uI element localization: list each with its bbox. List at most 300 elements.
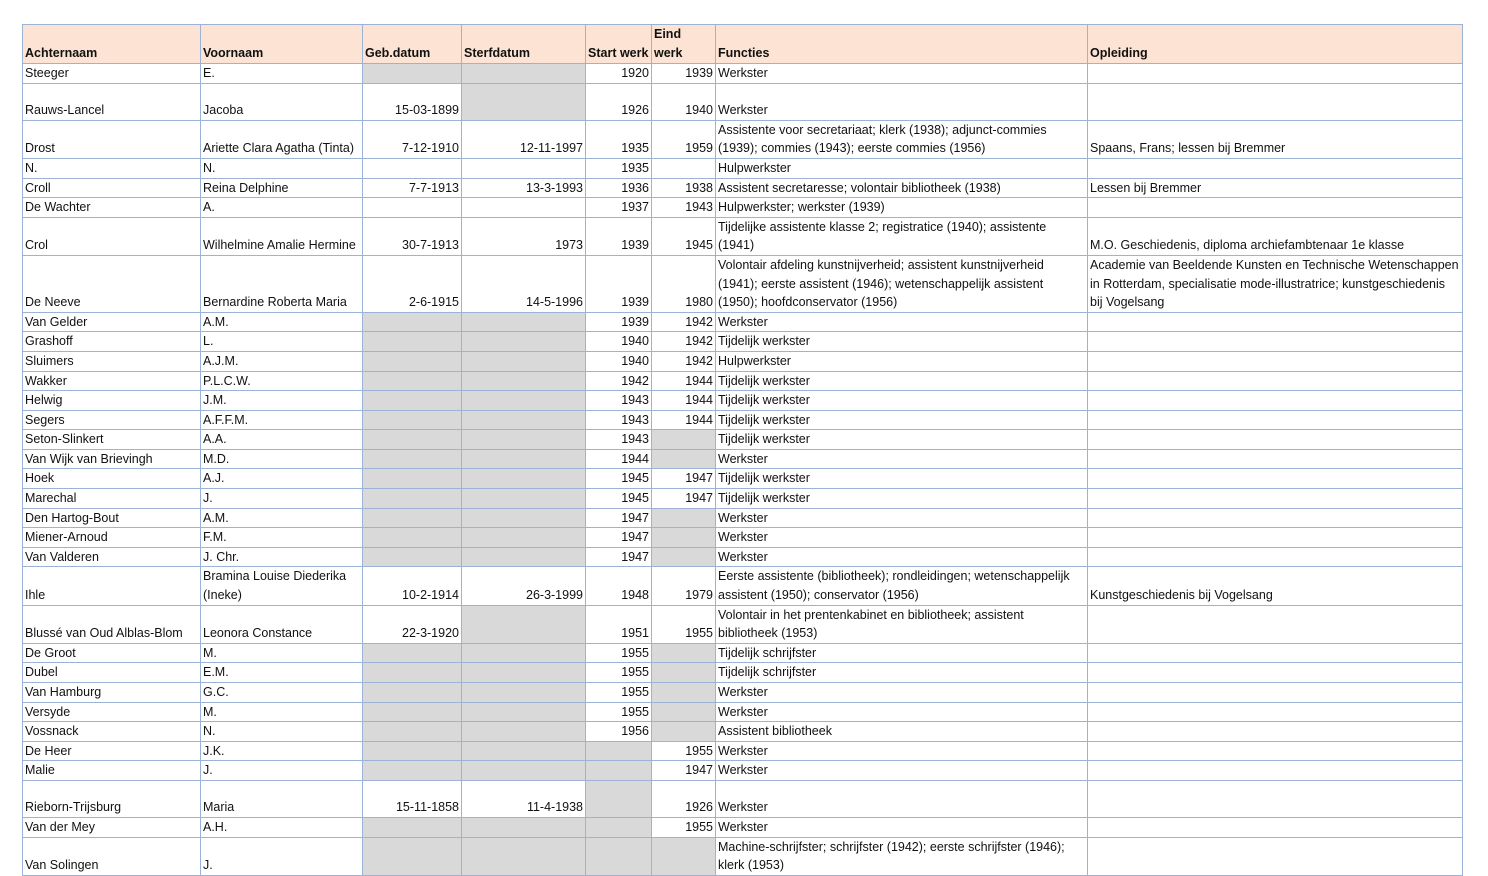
table-row: [23, 722, 1463, 742]
table-row: [23, 371, 1463, 391]
cell-start-werk: [586, 780, 652, 817]
table-row: [23, 817, 1463, 837]
table-row: [23, 178, 1463, 198]
cell-voornaam: A.J.M.: [201, 351, 363, 371]
table-row: [23, 217, 1463, 255]
cell-geb-datum: 15-03-1899: [363, 83, 462, 120]
cell-start-werk: 1926: [586, 83, 652, 120]
cell-eind-werk: 1947: [652, 489, 716, 509]
cell-voornaam: J.: [201, 489, 363, 509]
cell-opleiding: M.O. Geschiedenis, diploma archiefambtenaar 1e klasse: [1088, 217, 1463, 255]
cell-sterfdatum: [462, 683, 586, 703]
cell-sterfdatum: [462, 83, 586, 120]
table-row: [23, 158, 1463, 178]
cell-start-werk: [586, 741, 652, 761]
table-row: [23, 702, 1463, 722]
staff-table: [22, 24, 1463, 876]
cell-voornaam: A.M.: [201, 508, 363, 528]
cell-geb-datum: [363, 332, 462, 352]
cell-functies: Werkster: [716, 528, 1088, 548]
cell-eind-werk: 1979: [652, 567, 716, 605]
cell-start-werk: 1951: [586, 605, 652, 643]
cell-functies: Assistent bibliotheek: [716, 722, 1088, 742]
cell-geb-datum: [363, 547, 462, 567]
cell-eind-werk: 1980: [652, 255, 716, 312]
cell-achternaam: Blussé van Oud Alblas-Blom: [23, 605, 201, 643]
cell-eind-werk: [652, 683, 716, 703]
cell-sterfdatum: [462, 817, 586, 837]
cell-voornaam: Wilhelmine Amalie Hermine: [201, 217, 363, 255]
table-row: [23, 332, 1463, 352]
header-achternaam: Achternaam: [23, 25, 201, 64]
table-row: [23, 120, 1463, 158]
cell-sterfdatum: [462, 508, 586, 528]
cell-achternaam: Rauws-Lancel: [23, 83, 201, 120]
cell-opleiding: [1088, 430, 1463, 450]
cell-functies: Eerste assistente (bibliotheek); rondleidingen; wetenschappelijk assistent (1950); conservator (1956): [716, 567, 1088, 605]
cell-opleiding: [1088, 528, 1463, 548]
cell-achternaam: Dubel: [23, 663, 201, 683]
cell-eind-werk: 1943: [652, 198, 716, 218]
cell-achternaam: Seton-Slinkert: [23, 430, 201, 450]
cell-functies: Tijdelijk werkster: [716, 371, 1088, 391]
cell-geb-datum: [363, 158, 462, 178]
cell-start-werk: 1920: [586, 64, 652, 84]
cell-achternaam: Grashoff: [23, 332, 201, 352]
cell-functies: Hulpwerkster: [716, 158, 1088, 178]
cell-opleiding: [1088, 64, 1463, 84]
cell-opleiding: [1088, 837, 1463, 875]
cell-start-werk: 1943: [586, 410, 652, 430]
cell-start-werk: 1939: [586, 217, 652, 255]
cell-start-werk: 1947: [586, 528, 652, 548]
cell-achternaam: Drost: [23, 120, 201, 158]
table-row: [23, 547, 1463, 567]
cell-voornaam: N.: [201, 722, 363, 742]
cell-eind-werk: [652, 702, 716, 722]
cell-opleiding: Academie van Beeldende Kunsten en Technische Wetenschappen in Rotterdam, specialisatie mode-illustratrice; kunstgeschiedenis bij Vogelsang: [1088, 255, 1463, 312]
table-row: [23, 683, 1463, 703]
cell-eind-werk: 1939: [652, 64, 716, 84]
cell-opleiding: [1088, 449, 1463, 469]
cell-functies: Tijdelijk werkster: [716, 430, 1088, 450]
cell-achternaam: De Wachter: [23, 198, 201, 218]
cell-achternaam: Miener-Arnoud: [23, 528, 201, 548]
table-row: [23, 198, 1463, 218]
cell-start-werk: 1937: [586, 198, 652, 218]
cell-geb-datum: [363, 643, 462, 663]
table-row: [23, 643, 1463, 663]
cell-sterfdatum: 1973: [462, 217, 586, 255]
cell-achternaam: Van Gelder: [23, 312, 201, 332]
cell-achternaam: Steeger: [23, 64, 201, 84]
cell-functies: Tijdelijk werkster: [716, 489, 1088, 509]
cell-eind-werk: [652, 722, 716, 742]
cell-start-werk: 1947: [586, 508, 652, 528]
table-row: [23, 837, 1463, 875]
cell-opleiding: [1088, 780, 1463, 817]
cell-sterfdatum: [462, 528, 586, 548]
table-row: [23, 64, 1463, 84]
table-row: [23, 255, 1463, 312]
header-geb-datum: Geb.datum: [363, 25, 462, 64]
cell-opleiding: [1088, 469, 1463, 489]
cell-eind-werk: 1944: [652, 371, 716, 391]
cell-sterfdatum: 14-5-1996: [462, 255, 586, 312]
cell-start-werk: 1943: [586, 391, 652, 411]
cell-sterfdatum: [462, 643, 586, 663]
cell-sterfdatum: [462, 605, 586, 643]
cell-geb-datum: [363, 489, 462, 509]
cell-sterfdatum: [462, 547, 586, 567]
cell-geb-datum: [363, 351, 462, 371]
cell-voornaam: J.: [201, 837, 363, 875]
cell-voornaam: N.: [201, 158, 363, 178]
cell-achternaam: De Heer: [23, 741, 201, 761]
table-row: [23, 741, 1463, 761]
cell-functies: Werkster: [716, 780, 1088, 817]
cell-sterfdatum: [462, 391, 586, 411]
cell-start-werk: 1947: [586, 547, 652, 567]
cell-eind-werk: 1942: [652, 312, 716, 332]
table-row: [23, 780, 1463, 817]
cell-start-werk: 1955: [586, 643, 652, 663]
cell-achternaam: De Groot: [23, 643, 201, 663]
table-row: [23, 761, 1463, 781]
cell-start-werk: 1944: [586, 449, 652, 469]
cell-opleiding: [1088, 741, 1463, 761]
cell-functies: Tijdelijk werkster: [716, 391, 1088, 411]
cell-opleiding: Kunstgeschiedenis bij Vogelsang: [1088, 567, 1463, 605]
cell-start-werk: 1942: [586, 371, 652, 391]
cell-achternaam: Sluimers: [23, 351, 201, 371]
cell-geb-datum: [363, 837, 462, 875]
cell-start-werk: 1955: [586, 702, 652, 722]
cell-voornaam: E.M.: [201, 663, 363, 683]
cell-start-werk: 1939: [586, 312, 652, 332]
cell-geb-datum: 22-3-1920: [363, 605, 462, 643]
cell-achternaam: Wakker: [23, 371, 201, 391]
cell-functies: Machine-schrijfster; schrijfster (1942); eerste schrijfster (1946); klerk (1953): [716, 837, 1088, 875]
cell-eind-werk: 1959: [652, 120, 716, 158]
cell-eind-werk: 1947: [652, 761, 716, 781]
cell-achternaam: Versyde: [23, 702, 201, 722]
cell-voornaam: A.: [201, 198, 363, 218]
cell-opleiding: [1088, 761, 1463, 781]
cell-functies: Tijdelijk werkster: [716, 410, 1088, 430]
cell-functies: Tijdelijk schrijfster: [716, 663, 1088, 683]
cell-functies: Assistente voor secretariaat; klerk (1938); adjunct-commies (1939); commies (1943); eerste commies (1956): [716, 120, 1088, 158]
cell-start-werk: [586, 817, 652, 837]
cell-eind-werk: [652, 158, 716, 178]
cell-functies: Tijdelijk werkster: [716, 469, 1088, 489]
cell-opleiding: [1088, 702, 1463, 722]
table-row: [23, 469, 1463, 489]
cell-achternaam: Ihle: [23, 567, 201, 605]
cell-achternaam: De Neeve: [23, 255, 201, 312]
cell-start-werk: 1948: [586, 567, 652, 605]
cell-geb-datum: [363, 64, 462, 84]
cell-sterfdatum: [462, 158, 586, 178]
cell-sterfdatum: [462, 430, 586, 450]
cell-achternaam: Malie: [23, 761, 201, 781]
cell-achternaam: Van Valderen: [23, 547, 201, 567]
cell-voornaam: A.H.: [201, 817, 363, 837]
cell-geb-datum: [363, 528, 462, 548]
cell-achternaam: Van Wijk van Brievingh: [23, 449, 201, 469]
cell-opleiding: [1088, 722, 1463, 742]
cell-voornaam: M.: [201, 702, 363, 722]
cell-eind-werk: 1955: [652, 817, 716, 837]
cell-opleiding: [1088, 83, 1463, 120]
cell-functies: Werkster: [716, 83, 1088, 120]
cell-start-werk: 1936: [586, 178, 652, 198]
cell-geb-datum: 2-6-1915: [363, 255, 462, 312]
cell-achternaam: Den Hartog-Bout: [23, 508, 201, 528]
cell-start-werk: 1935: [586, 158, 652, 178]
cell-voornaam: Jacoba: [201, 83, 363, 120]
cell-voornaam: F.M.: [201, 528, 363, 548]
cell-opleiding: [1088, 643, 1463, 663]
cell-geb-datum: [363, 817, 462, 837]
table-row: [23, 351, 1463, 371]
table-row: [23, 528, 1463, 548]
cell-start-werk: [586, 761, 652, 781]
cell-voornaam: M.D.: [201, 449, 363, 469]
cell-voornaam: J.: [201, 761, 363, 781]
cell-geb-datum: [363, 198, 462, 218]
table-row: [23, 663, 1463, 683]
cell-eind-werk: [652, 663, 716, 683]
cell-voornaam: A.J.: [201, 469, 363, 489]
cell-achternaam: N.: [23, 158, 201, 178]
cell-eind-werk: 1947: [652, 469, 716, 489]
cell-eind-werk: 1955: [652, 605, 716, 643]
cell-geb-datum: 30-7-1913: [363, 217, 462, 255]
cell-opleiding: [1088, 371, 1463, 391]
cell-sterfdatum: [462, 702, 586, 722]
cell-geb-datum: [363, 430, 462, 450]
cell-start-werk: 1955: [586, 663, 652, 683]
table-row: [23, 410, 1463, 430]
cell-sterfdatum: [462, 198, 586, 218]
cell-eind-werk: [652, 547, 716, 567]
cell-geb-datum: [363, 449, 462, 469]
cell-voornaam: J.M.: [201, 391, 363, 411]
cell-start-werk: 1935: [586, 120, 652, 158]
header-sterfdatum: Sterfdatum: [462, 25, 586, 64]
cell-eind-werk: [652, 449, 716, 469]
cell-start-werk: 1943: [586, 430, 652, 450]
cell-geb-datum: [363, 663, 462, 683]
cell-functies: Werkster: [716, 817, 1088, 837]
cell-voornaam: Bernardine Roberta Maria: [201, 255, 363, 312]
cell-geb-datum: [363, 702, 462, 722]
table-row: [23, 312, 1463, 332]
cell-functies: Werkster: [716, 702, 1088, 722]
table-row: [23, 489, 1463, 509]
cell-achternaam: Van Solingen: [23, 837, 201, 875]
cell-sterfdatum: [462, 663, 586, 683]
cell-opleiding: [1088, 312, 1463, 332]
cell-eind-werk: 1944: [652, 391, 716, 411]
header-functies: Functies: [716, 25, 1088, 64]
cell-eind-werk: [652, 508, 716, 528]
cell-functies: Werkster: [716, 449, 1088, 469]
cell-voornaam: L.: [201, 332, 363, 352]
cell-eind-werk: 1942: [652, 332, 716, 352]
cell-opleiding: [1088, 663, 1463, 683]
cell-opleiding: [1088, 332, 1463, 352]
cell-geb-datum: 7-7-1913: [363, 178, 462, 198]
cell-voornaam: A.M.: [201, 312, 363, 332]
cell-sterfdatum: [462, 64, 586, 84]
header-eind-werk: Eind werk: [652, 25, 716, 64]
cell-sterfdatum: 11-4-1938: [462, 780, 586, 817]
cell-sterfdatum: [462, 410, 586, 430]
cell-voornaam: P.L.C.W.: [201, 371, 363, 391]
cell-geb-datum: 10-2-1914: [363, 567, 462, 605]
cell-eind-werk: 1944: [652, 410, 716, 430]
cell-geb-datum: [363, 508, 462, 528]
cell-geb-datum: [363, 391, 462, 411]
cell-voornaam: G.C.: [201, 683, 363, 703]
cell-sterfdatum: [462, 489, 586, 509]
cell-sterfdatum: [462, 837, 586, 875]
cell-geb-datum: [363, 410, 462, 430]
header-row: [23, 25, 1463, 64]
cell-voornaam: E.: [201, 64, 363, 84]
cell-eind-werk: 1945: [652, 217, 716, 255]
cell-functies: Hulpwerkster: [716, 351, 1088, 371]
cell-opleiding: [1088, 489, 1463, 509]
cell-opleiding: Spaans, Frans; lessen bij Bremmer: [1088, 120, 1463, 158]
cell-functies: Werkster: [716, 312, 1088, 332]
cell-sterfdatum: [462, 332, 586, 352]
cell-eind-werk: 1942: [652, 351, 716, 371]
cell-eind-werk: [652, 643, 716, 663]
cell-geb-datum: [363, 469, 462, 489]
cell-geb-datum: [363, 741, 462, 761]
cell-achternaam: Van Hamburg: [23, 683, 201, 703]
cell-functies: Werkster: [716, 741, 1088, 761]
cell-voornaam: M.: [201, 643, 363, 663]
header-start-werk: Start werk: [586, 25, 652, 64]
cell-voornaam: A.F.F.M.: [201, 410, 363, 430]
cell-functies: Werkster: [716, 64, 1088, 84]
cell-functies: Volontair afdeling kunstnijverheid; assistent kunstnijverheid (1941); eerste assistent (1946); wetenschappelijk assistent (1950); hoofdconservator (1956): [716, 255, 1088, 312]
header-opleiding: Opleiding: [1088, 25, 1463, 64]
cell-functies: Assistent secretaresse; volontair bibliotheek (1938): [716, 178, 1088, 198]
cell-start-werk: 1956: [586, 722, 652, 742]
cell-functies: Tijdelijk schrijfster: [716, 643, 1088, 663]
cell-geb-datum: 15-11-1858: [363, 780, 462, 817]
cell-sterfdatum: [462, 469, 586, 489]
cell-geb-datum: 7-12-1910: [363, 120, 462, 158]
cell-achternaam: Croll: [23, 178, 201, 198]
cell-start-werk: 1945: [586, 489, 652, 509]
table-row: [23, 508, 1463, 528]
cell-eind-werk: [652, 528, 716, 548]
cell-sterfdatum: 12-11-1997: [462, 120, 586, 158]
cell-voornaam: Ariette Clara Agatha (Tinta): [201, 120, 363, 158]
cell-start-werk: 1939: [586, 255, 652, 312]
cell-opleiding: [1088, 198, 1463, 218]
cell-sterfdatum: 13-3-1993: [462, 178, 586, 198]
cell-start-werk: [586, 837, 652, 875]
cell-sterfdatum: [462, 741, 586, 761]
cell-opleiding: [1088, 605, 1463, 643]
cell-achternaam: Vossnack: [23, 722, 201, 742]
cell-opleiding: [1088, 683, 1463, 703]
cell-geb-datum: [363, 722, 462, 742]
cell-opleiding: [1088, 351, 1463, 371]
cell-achternaam: Marechal: [23, 489, 201, 509]
cell-sterfdatum: [462, 722, 586, 742]
cell-start-werk: 1945: [586, 469, 652, 489]
table-row: [23, 83, 1463, 120]
table-row: [23, 430, 1463, 450]
cell-eind-werk: 1926: [652, 780, 716, 817]
cell-functies: Werkster: [716, 547, 1088, 567]
cell-start-werk: 1940: [586, 351, 652, 371]
cell-sterfdatum: [462, 761, 586, 781]
cell-voornaam: J.K.: [201, 741, 363, 761]
cell-start-werk: 1955: [586, 683, 652, 703]
cell-functies: Werkster: [716, 761, 1088, 781]
cell-voornaam: A.A.: [201, 430, 363, 450]
cell-functies: Werkster: [716, 508, 1088, 528]
cell-achternaam: Helwig: [23, 391, 201, 411]
cell-functies: Volontair in het prentenkabinet en bibliotheek; assistent bibliotheek (1953): [716, 605, 1088, 643]
header-voornaam: Voornaam: [201, 25, 363, 64]
cell-functies: Tijdelijke assistente klasse 2; registratice (1940); assistente (1941): [716, 217, 1088, 255]
cell-opleiding: [1088, 391, 1463, 411]
cell-achternaam: Segers: [23, 410, 201, 430]
cell-geb-datum: [363, 312, 462, 332]
cell-eind-werk: [652, 837, 716, 875]
cell-opleiding: [1088, 158, 1463, 178]
cell-functies: Hulpwerkster; werkster (1939): [716, 198, 1088, 218]
cell-opleiding: [1088, 817, 1463, 837]
cell-sterfdatum: [462, 371, 586, 391]
cell-opleiding: [1088, 508, 1463, 528]
table-row: [23, 567, 1463, 605]
cell-achternaam: Crol: [23, 217, 201, 255]
table-row: [23, 391, 1463, 411]
table-row: [23, 605, 1463, 643]
cell-opleiding: Lessen bij Bremmer: [1088, 178, 1463, 198]
cell-opleiding: [1088, 410, 1463, 430]
cell-functies: Tijdelijk werkster: [716, 332, 1088, 352]
cell-sterfdatum: [462, 449, 586, 469]
table-row: [23, 449, 1463, 469]
cell-sterfdatum: [462, 312, 586, 332]
cell-geb-datum: [363, 761, 462, 781]
cell-geb-datum: [363, 371, 462, 391]
cell-opleiding: [1088, 547, 1463, 567]
cell-achternaam: Hoek: [23, 469, 201, 489]
cell-eind-werk: 1938: [652, 178, 716, 198]
cell-sterfdatum: 26-3-1999: [462, 567, 586, 605]
cell-sterfdatum: [462, 351, 586, 371]
cell-eind-werk: [652, 430, 716, 450]
cell-geb-datum: [363, 683, 462, 703]
cell-achternaam: Van der Mey: [23, 817, 201, 837]
cell-achternaam: Rieborn-Trijsburg: [23, 780, 201, 817]
cell-eind-werk: 1955: [652, 741, 716, 761]
cell-voornaam: Reina Delphine: [201, 178, 363, 198]
